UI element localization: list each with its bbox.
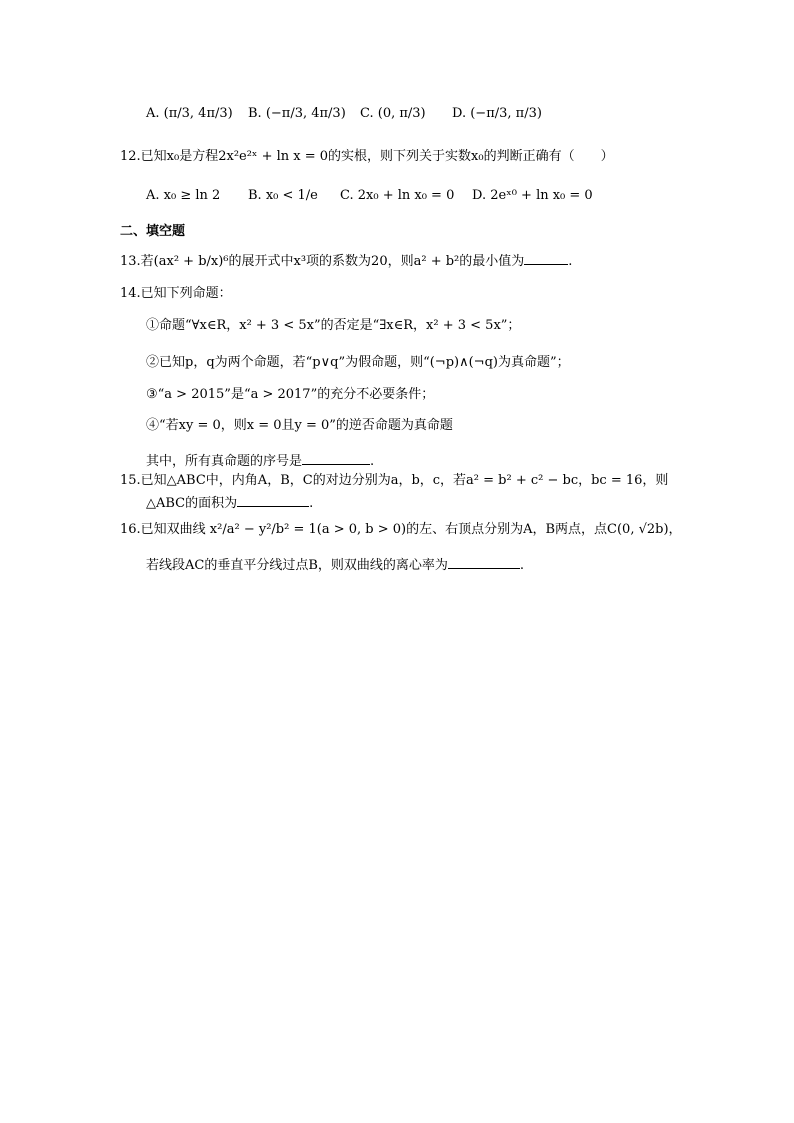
q16-line-2-text: 若线段AC的垂直平分线过点B，则双曲线的离心率为 [146, 558, 448, 573]
q14-proposition-1: ①命题“∀x∈R，x² + 3 < 5x”的否定是“∃x∈R，x² + 3 < 5x”； [146, 318, 521, 333]
q14-proposition-2: ②已知p，q为两个命题，若“p∨q”为假命题，则“(¬p)∧(¬q)为真命题”； [146, 355, 570, 370]
q12-stem: 12.已知x₀是方程2x²e²ˣ + ln x = 0的实根，则下列关于实数x₀的判断正确有（ ） [120, 149, 614, 164]
q13: 13.若(ax² + b/x)⁶的展开式中x³项的系数为20，则a² + b²的最小值为 . [120, 250, 572, 272]
q14-answer-blank[interactable] [302, 450, 370, 465]
q15-line-2: △ABC的面积为 . [146, 492, 313, 514]
q14-stem: 14.已知下列命题： [120, 286, 232, 301]
q15-line-1: 15.已知△ABC中，内角A，B，C的对边分别为a，b，c，若a² = b² + c² − bc，bc = 16，则 [120, 473, 669, 488]
q11-option-d: D. (−π/3, π/3) [452, 106, 542, 121]
q13-answer-blank[interactable] [524, 250, 568, 265]
q14-proposition-4: ④“若xy = 0，则x = 0且y = 0”的逆否命题为真命题 [146, 418, 453, 433]
q12-option-b: B. x₀ < 1/e [248, 188, 318, 203]
q15-answer-blank[interactable] [237, 492, 309, 507]
q15-line-2-text: △ABC的面积为 [146, 496, 238, 511]
q14-tail-text: 其中，所有真命题的序号是 [146, 454, 303, 469]
q12-option-d: D. 2eˣ⁰ + ln x₀ = 0 [472, 188, 593, 203]
q14-proposition-3: ③“a > 2015”是“a > 2017”的充分不必要条件； [146, 387, 435, 402]
q14-tail: 其中，所有真命题的序号是 . [146, 450, 374, 472]
q12-option-a: A. x₀ ≥ ln 2 [146, 188, 221, 203]
q16-line-1: 16.已知双曲线 x²/a² − y²/b² = 1(a > 0, b > 0)的左、右顶点分别为A，B两点，点C(0, √2b)， [120, 522, 682, 537]
q16-answer-blank[interactable] [448, 554, 520, 569]
q12-option-c: C. 2x₀ + ln x₀ = 0 [340, 188, 455, 203]
q13-text: 13.若(ax² + b/x)⁶的展开式中x³项的系数为20，则a² + b²的最小值为 [120, 254, 525, 269]
q16-line-2: 若线段AC的垂直平分线过点B，则双曲线的离心率为 . [146, 554, 524, 576]
section-heading-fill-in: 二、填空题 [120, 224, 186, 239]
q11-option-b: B. (−π/3, 4π/3) [248, 106, 346, 121]
q11-option-c: C. (0, π/3) [360, 106, 426, 121]
q11-option-a: A. (π/3, 4π/3) [146, 106, 233, 121]
